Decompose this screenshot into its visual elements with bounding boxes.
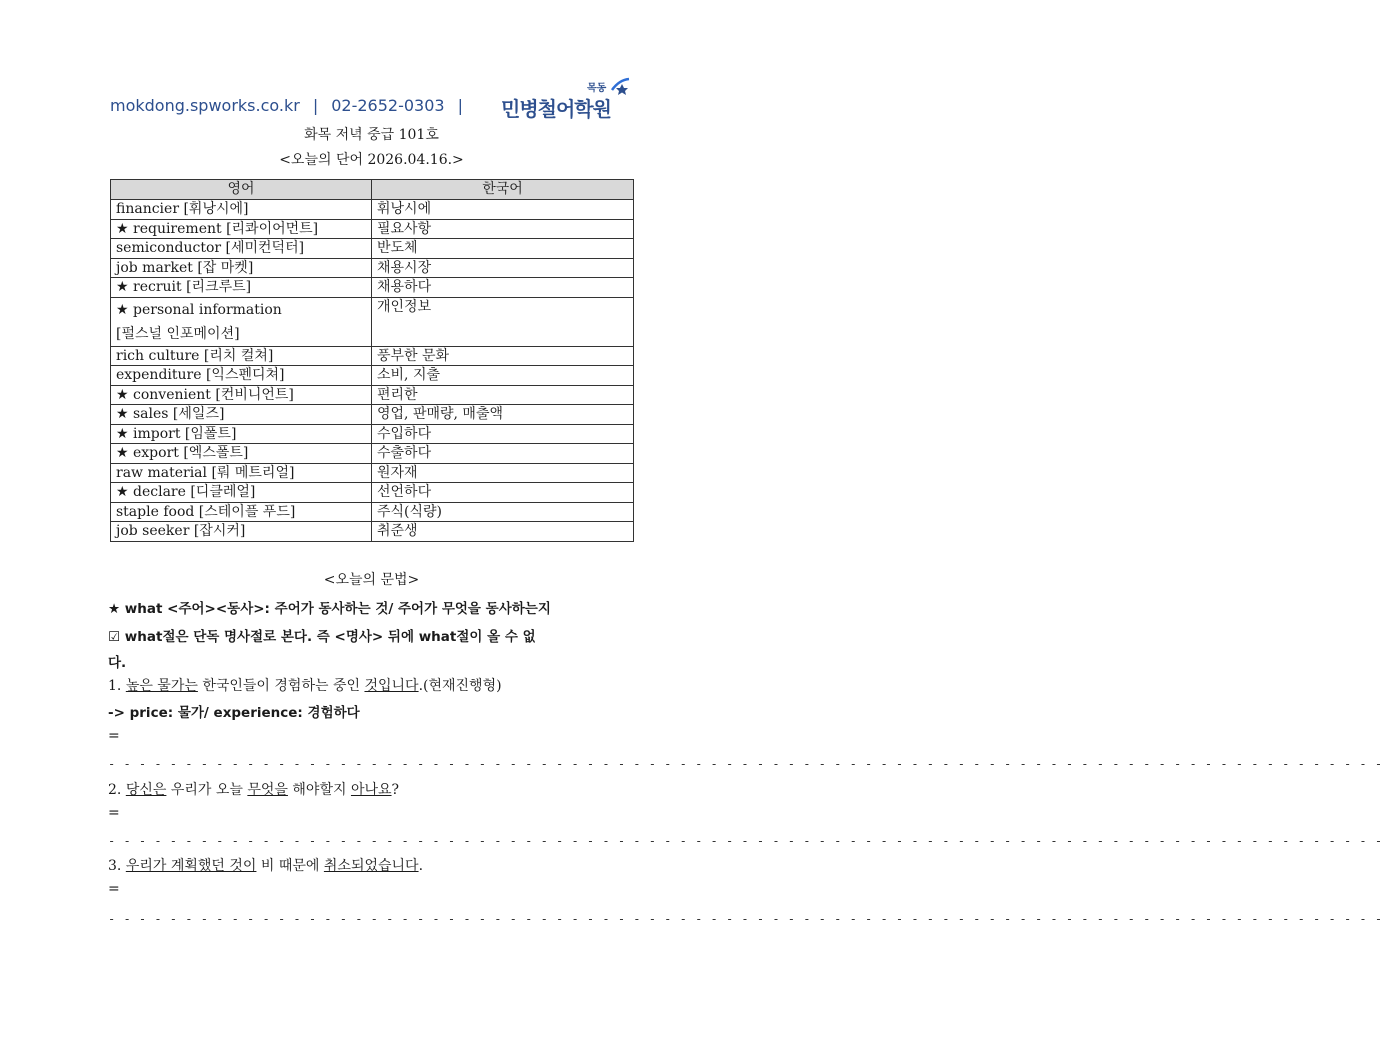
english-cell: job market [잡 마켓] (111, 258, 372, 278)
table-row (111, 239, 634, 259)
grammar-note: ☑ what절은 단독 명사절로 본다. 즉 <명사> 뒤에 what절이 올 수 없 (108, 629, 536, 645)
english-cell: ★ requirement [리콰이어먼트] (111, 219, 372, 239)
sentence-part: 비 때문에 (256, 858, 324, 874)
table-row (111, 278, 634, 298)
divider-dashes: - - - - - - - - - - - - - - - - - - - - - - - - - - - - - - - - - - - - - - - - - - - - - - - - - - - - - - - - - - - - - - - - - - - - - - - - - - - - - - - - - - - (108, 912, 1383, 926)
korean-cell: 주식(식량) (372, 502, 634, 522)
logo-text: 민병철어학원 (501, 97, 611, 121)
exercise-sentence (108, 855, 423, 875)
korean-cell: 휘낭시에 (372, 200, 634, 220)
vocab-title: <오늘의 단어 2026.04.16.> (279, 152, 464, 168)
header-separator: | (312, 96, 319, 115)
korean-cell: 소비, 지출 (372, 366, 634, 386)
sentence-part: 한국인들이 경험하는 중인 (197, 678, 365, 694)
sentence-part: 것입니다 (364, 678, 419, 694)
sentence-part: 무엇을 (247, 782, 288, 798)
english-cell: ★ recruit [리크루트] (111, 278, 372, 298)
korean-cell: 채용시장 (372, 258, 634, 278)
english-cell: semiconductor [세미컨덕터] (111, 239, 372, 259)
vocab-table (110, 179, 634, 542)
korean-cell: 개인정보 (372, 297, 634, 346)
korean-cell: 반도체 (372, 239, 634, 259)
sentence-part: .(현재진행형) (418, 678, 502, 694)
column-header-english: 영어 (111, 180, 372, 200)
exercise-number: 3. (108, 858, 122, 874)
korean-cell: 수입하다 (372, 424, 634, 444)
sentence-part: 아나요 (350, 782, 392, 798)
korean-cell: 영업, 판매량, 매출액 (372, 405, 634, 425)
exercise-number: 2. (108, 782, 122, 798)
exercise-number: 1. (108, 678, 122, 694)
table-row (111, 366, 634, 386)
answer-line[interactable]: = (108, 881, 120, 897)
divider-dashes: - - - - - - - - - - - - - - - - - - - - - - - - - - - - - - - - - - - - - - - - - - - - - - - - - - - - - - - - - - - - - - - - - - - - - - - - - - - - - - - - - - - (108, 757, 1383, 771)
class-title: 화목 저녁 중급 101호 (304, 127, 439, 143)
grammar-rule: ★ what <주어><동사>: 주어가 동사하는 것/ 주어가 무엇을 동사하는지 (108, 601, 551, 617)
korean-cell: 수출하다 (372, 444, 634, 464)
english-cell-line: [펄스널 인포메이션] (116, 325, 240, 342)
english-cell: ★ declare [디클레얼] (111, 483, 372, 503)
korean-cell: 선언하다 (372, 483, 634, 503)
english-cell-line: ★ personal information (116, 301, 282, 318)
table-row (111, 297, 634, 346)
sentence-part: 당신은 (125, 782, 167, 798)
korean-cell: 필요사항 (372, 219, 634, 239)
table-row (111, 522, 634, 542)
table-row (111, 405, 634, 425)
grammar-note-continued: 다. (108, 655, 127, 671)
grammar-title: <오늘의 문법> (323, 572, 420, 588)
table-row (111, 463, 634, 483)
sentence-part: 해야할지 (287, 782, 351, 798)
header-separator: | (457, 96, 463, 115)
table-row (111, 258, 634, 278)
english-cell: financier [휘낭시에] (111, 200, 372, 220)
table-row (111, 219, 634, 239)
english-cell: expenditure [익스펜디쳐] (111, 366, 372, 386)
korean-cell: 취준생 (372, 522, 634, 542)
sentence-part: 높은 물가는 (125, 678, 198, 694)
table-row (111, 424, 634, 444)
english-cell: raw material [뤄 메트리얼] (111, 463, 372, 483)
english-cell: ★ convenient [컨비니언트] (111, 385, 372, 405)
header-contact (110, 96, 510, 115)
academy-logo (497, 74, 647, 124)
column-header-korean: 한국어 (372, 180, 634, 200)
english-cell: staple food [스테이플 푸드] (111, 502, 372, 522)
exercise-hint: -> price: 물가/ experience: 경험하다 (108, 705, 360, 721)
exercise-sentence (108, 779, 399, 799)
star-swoosh-icon (609, 76, 631, 98)
table-row (111, 483, 634, 503)
sentence-part: ? (391, 782, 400, 798)
table-row (111, 385, 634, 405)
english-cell (111, 297, 372, 346)
sentence-part: 우리가 계획했던 것이 (125, 858, 257, 874)
website-url[interactable]: mokdong.spworks.co.kr (110, 96, 300, 115)
english-cell: ★ import [임폴트] (111, 424, 372, 444)
table-row (111, 200, 634, 220)
korean-cell: 편리한 (372, 385, 634, 405)
answer-line[interactable]: = (108, 728, 120, 744)
table-header-row (111, 180, 634, 200)
english-cell: ★ export [엑스폴트] (111, 444, 372, 464)
korean-cell: 채용하다 (372, 278, 634, 298)
table-row (111, 502, 634, 522)
exercise-sentence (108, 675, 502, 695)
logo-small-text: 목동 (587, 83, 607, 94)
sentence-part: 취소되었습니다 (323, 858, 419, 874)
table-row (111, 444, 634, 464)
answer-line[interactable]: = (108, 805, 120, 821)
phone-number: 02-2652-0303 (331, 96, 445, 115)
english-cell: ★ sales [세일즈] (111, 405, 372, 425)
divider-dashes: - - - - - - - - - - - - - - - - - - - - - - - - - - - - - - - - - - - - - - - - - - - - - - - - - - - - - - - - - - - - - - - - - - - - - - - - - - - - - - - - - - - (108, 834, 1383, 848)
sentence-part: . (418, 858, 424, 874)
korean-cell: 원자재 (372, 463, 634, 483)
english-cell: rich culture [리치 컬쳐] (111, 346, 372, 366)
table-row (111, 346, 634, 366)
sentence-part: 우리가 오늘 (166, 782, 248, 798)
english-cell: job seeker [잡시커] (111, 522, 372, 542)
korean-cell: 풍부한 문화 (372, 346, 634, 366)
